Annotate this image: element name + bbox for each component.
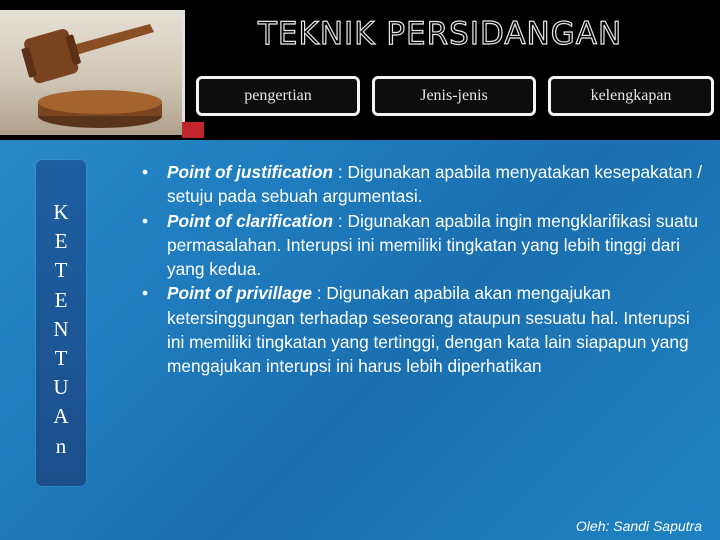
- sidebar-ketentuan[interactable]: [36, 160, 86, 486]
- bullet-separator: :: [333, 162, 348, 182]
- sidebar-letter: E: [54, 229, 68, 254]
- accent-bar: [182, 122, 204, 138]
- bullet-icon: •: [142, 162, 149, 182]
- sidebar-letter: T: [54, 258, 68, 283]
- bullet-text: Digunakan apabila menyatakan kesepakatan / setuju pada sebuah argumentasi.: [167, 162, 703, 207]
- list-item: [142, 209, 702, 282]
- content-list: [142, 160, 702, 379]
- sidebar-letter: A: [53, 404, 69, 429]
- author-credit: Oleh: Sandi Saputra: [575, 518, 702, 534]
- bullet-icon: •: [142, 210, 149, 231]
- bullet-text: Digunakan apabila ingin mengklarifikasi suatu permasalahan. Interupsi ini memiliki tingkatan yang lebih tinggi dari yang kedua.: [167, 210, 699, 280]
- bullet-text: Digunakan apabila akan mengajukan ketersinggungan terhadap seseorang ataupun sesuatu hal. Interupsi ini memiliki tingkatan yang tertinggi, dengan kata lain siapapun yang mengajukan interupsi ini harus lebih diperhatikan: [167, 283, 690, 377]
- list-item: [142, 281, 702, 378]
- sidebar-letter: E: [54, 287, 68, 312]
- page-title: TEKNIK PERSIDANGAN: [258, 16, 623, 52]
- sidebar-letter: U: [53, 375, 69, 400]
- bullet-icon: •: [142, 283, 149, 304]
- tab-pengertian[interactable]: pengertian: [196, 76, 360, 116]
- tab-jenis-jenis[interactable]: Jenis-jenis: [372, 76, 536, 116]
- bullet-term: Point of privillage: [167, 283, 312, 304]
- gavel-icon: [0, 10, 185, 135]
- bullet-separator: :: [311, 283, 327, 304]
- sidebar-letter: N: [53, 316, 69, 341]
- sidebar-vertical-label: [36, 198, 86, 461]
- sidebar-letter: T: [54, 346, 68, 371]
- sidebar-letter: n: [55, 433, 67, 458]
- sidebar-letter: K: [53, 200, 69, 224]
- tab-kelengkapan[interactable]: kelengkapan: [548, 76, 714, 116]
- list-item: [142, 160, 702, 209]
- bullet-term: Point of clarification: [167, 210, 334, 231]
- bullet-term: Point of justification: [167, 162, 334, 182]
- bullet-separator: :: [333, 210, 348, 231]
